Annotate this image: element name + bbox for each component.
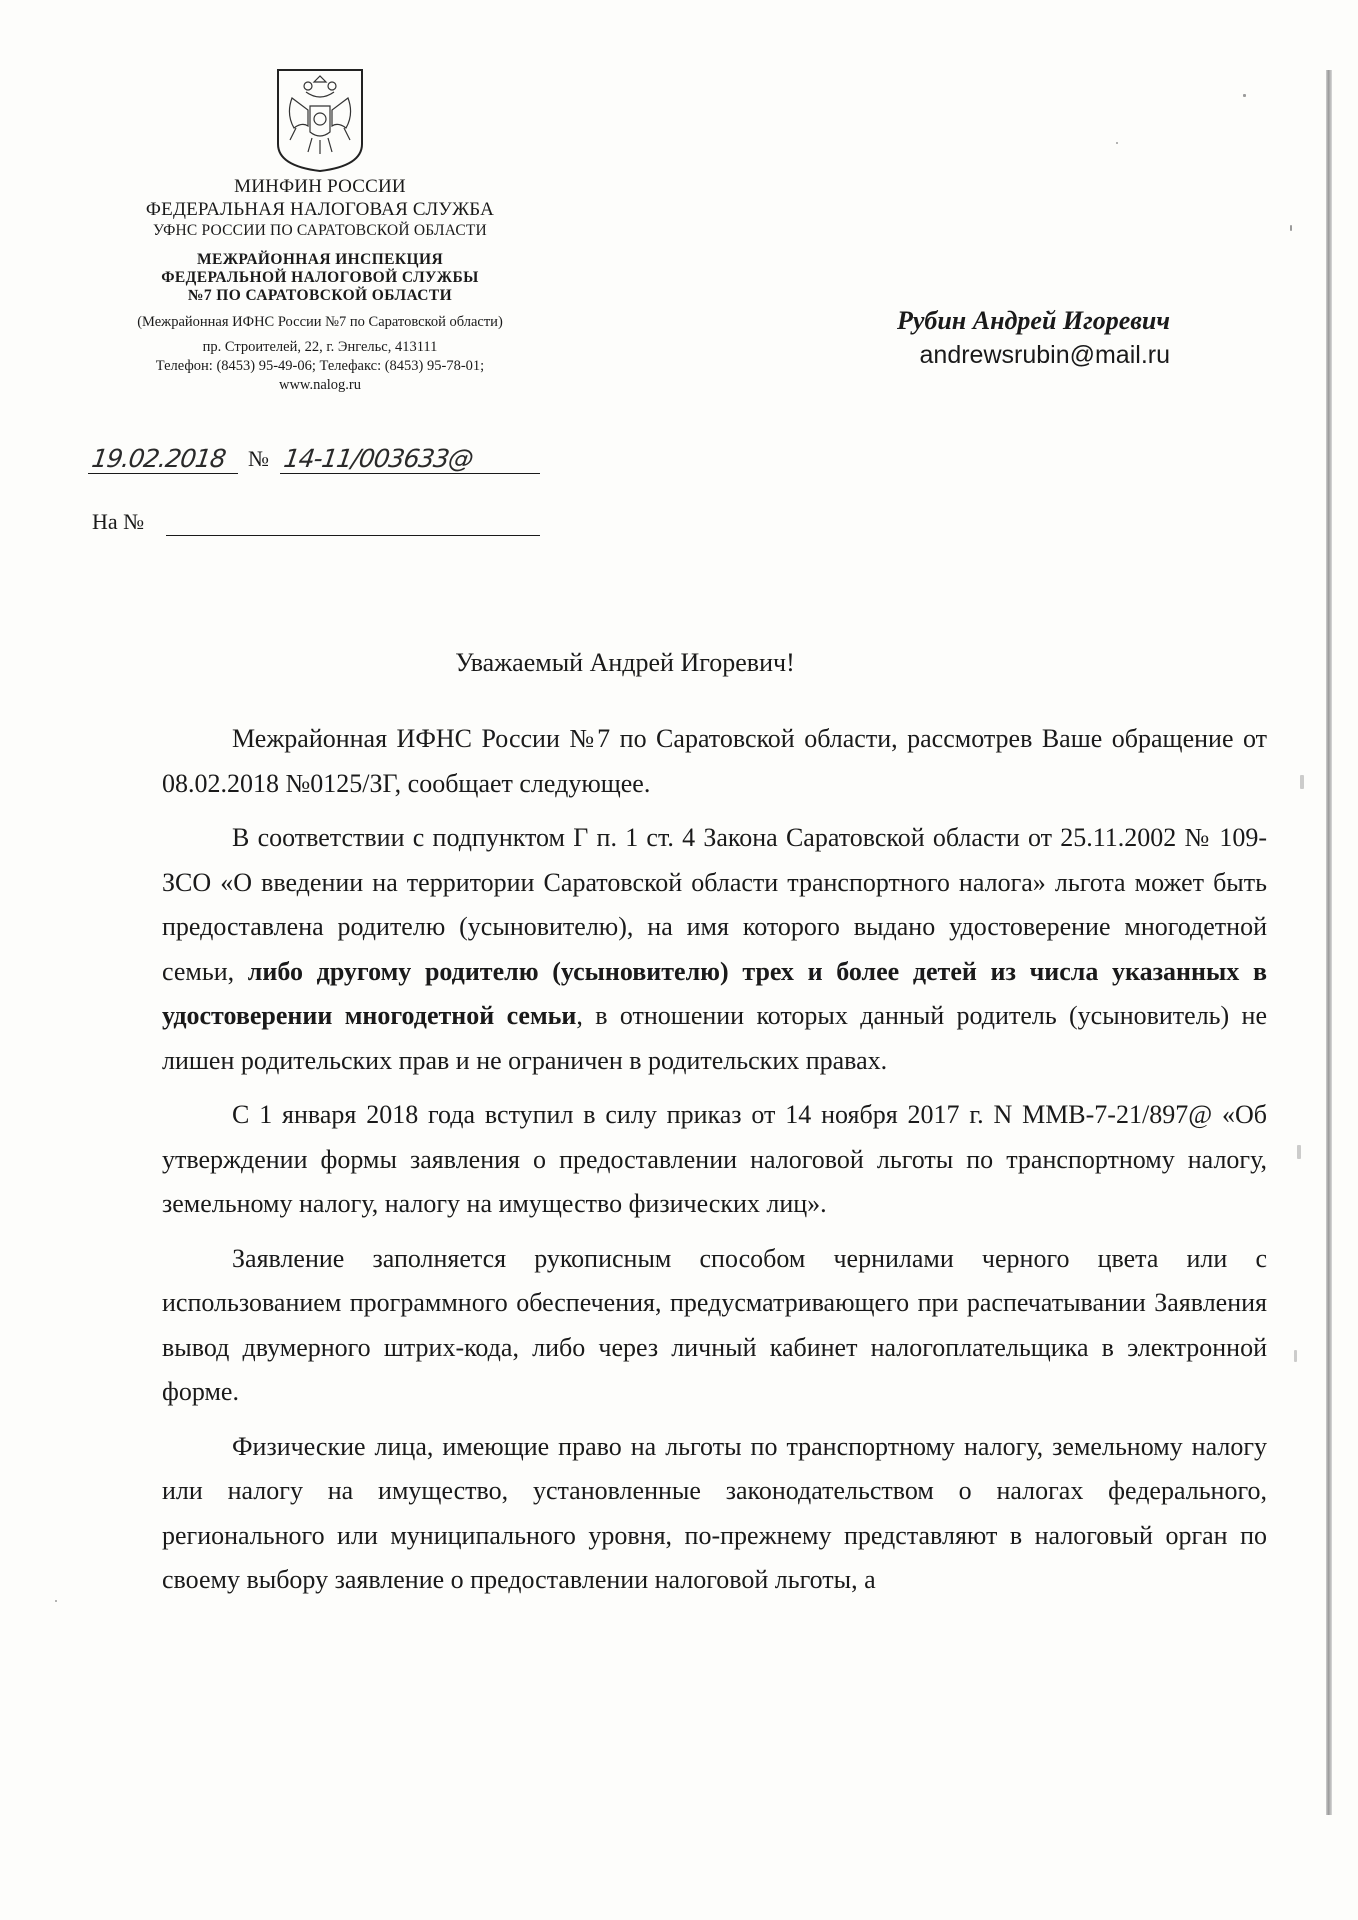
inspection-name-line1: МЕЖРАЙОННАЯ ИНСПЕКЦИЯ (196, 251, 444, 268)
paragraph-1: Межрайонная ИФНС России №7 по Саратовской области, рассмотрев Ваше обращение от 08.02.2018 №0125/ЗГ, сообщает следующее. (162, 724, 1267, 798)
ministry-name: МИНФИН РОССИИ (234, 176, 406, 197)
paragraph-4: Заявление заполняется рукописным способом чернилами черного цвета или с использованием программного обеспечения, предусматривающего при распечатывании Заявления вывод двумерного штрих-кода, либо через личный кабинет налогоплательщика в электронной форме. (162, 1243, 1267, 1406)
website: www.nalog.ru (278, 377, 361, 393)
reply-label: На № (92, 509, 145, 534)
scan-speck (1116, 142, 1118, 144)
scan-edge (1326, 70, 1332, 1815)
phones: Телефон: (8453) 95-49-06; Телефакс: (8453) 95-78-01; (155, 358, 485, 374)
recipient-name: Рубин Андрей Игоревич (896, 306, 1170, 335)
paragraph-2-end: , в отношении которых данный родитель (усыновитель) не лишен родительских прав и не ограничен в родительских правах. (162, 1001, 1267, 1075)
recipient-email: andrewsrubin@mail.ru (919, 341, 1170, 369)
paragraph-5: Физические лица, имеющие право на льготы по транспортному налогу, земельному налогу или налогу на имущество, установленные законодательством о налогах федерального, регионального или муниципального уровня, по-прежнему представляют в налоговый орган по своему выбору заявление о предоставлении налоговой льготы, а (162, 1431, 1267, 1594)
number-line (280, 473, 540, 474)
scan-speck (55, 1600, 57, 1602)
regional-office: УФНС РОССИИ ПО САРАТОВСКОЙ ОБЛАСТИ (153, 222, 487, 239)
short-name: (Межрайонная ИФНС России №7 по Саратовской области) (137, 314, 503, 330)
paragraph-2-bold: либо другому родителю (усыновителю) трех и более детей из числа указанных в удостоверении многодетной семьи (162, 956, 1267, 1030)
paragraph-3: С 1 января 2018 года вступил в силу приказ от 14 ноября 2017 г. N ММВ-7-21/897@ «Об утверждении формы заявления о предоставлении налоговой льготы по транспортному налогу, земельному налогу, налогу на имущество физических лиц». (162, 1100, 1267, 1218)
scan-speck (1294, 1350, 1297, 1362)
inspection-name-line2: ФЕДЕРАЛЬНОЙ НАЛОГОВОЙ СЛУЖБЫ (161, 269, 479, 286)
recipient-block (790, 304, 1170, 372)
letter-body (162, 717, 1267, 1613)
letterhead (60, 175, 580, 395)
number-label: № (248, 446, 269, 471)
inspection-name-line3: №7 ПО САРАТОВСКОЙ ОБЛАСТИ (187, 287, 453, 304)
scan-speck (1297, 1145, 1301, 1159)
service-name: ФЕДЕРАЛЬНАЯ НАЛОГОВАЯ СЛУЖБА (145, 199, 495, 220)
reply-line (166, 535, 540, 536)
scan-speck (1300, 775, 1304, 789)
date-line (88, 473, 238, 474)
handwritten-date: 19.02.2018 (89, 444, 228, 473)
greeting: Уважаемый Андрей Игоревич! (455, 648, 795, 677)
scan-speck (1243, 94, 1246, 97)
handwritten-number: 14-11/003633@ (281, 444, 475, 473)
scan-speck (1290, 225, 1292, 231)
paragraph-2-start: В соответствии с подпунктом Г п. 1 ст. 4 Закона Саратовской области от 25.11.2002 № 109-ЗСО «О введении на территории Саратовской области транспортного налога» льгота может быть предоставлена родителю (усыновителю), на имя которого выдано удостоверение многодетной семьи, (162, 823, 1267, 986)
russian-coat-of-arms-icon (272, 66, 368, 174)
address: пр. Строителей, 22, г. Энгельс, 413111 (202, 339, 438, 355)
paragraph-2 (162, 816, 1267, 1083)
